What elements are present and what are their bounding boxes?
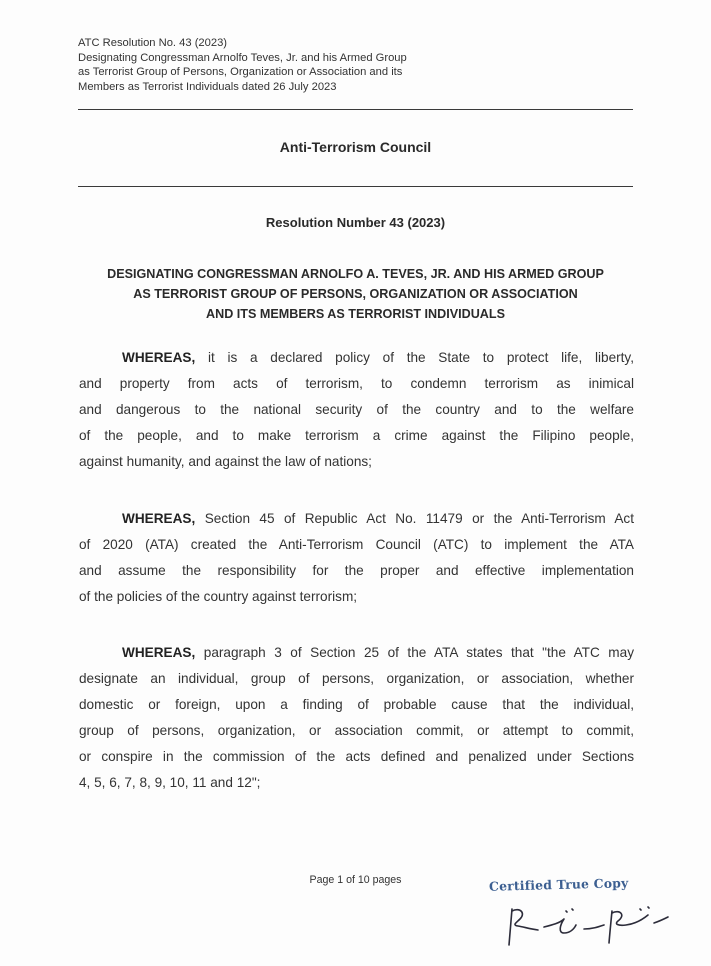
title-line: AND ITS MEMBERS AS TERRORIST INDIVIDUALS	[206, 307, 505, 321]
paragraph-line	[79, 640, 634, 666]
running-header	[78, 36, 598, 94]
paragraph-line: or conspire in the commission of the acts defined and penalized under Sections	[79, 749, 634, 764]
header-divider-top	[78, 109, 633, 110]
paragraph-text: paragraph 3 of Section 25 of the ATA states that "the ATC may	[203, 645, 634, 660]
page-number: Page 1 of 10 pages	[309, 874, 402, 886]
paragraph-line: of the policies of the country against terrorism;	[79, 589, 358, 604]
paragraph-line: of the people, and to make terrorism a crime against the Filipino people,	[79, 428, 634, 443]
paragraph-text: Section 45 of Republic Act No. 11479 or the Anti-Terrorism Act	[204, 511, 635, 526]
whereas-lead: WHEREAS,	[122, 350, 196, 365]
paragraph-line: of 2020 (ATA) created the Anti-Terrorism Council (ATC) to implement the ATA	[79, 537, 634, 552]
certified-true-copy-stamp: Certified True Copy	[488, 875, 629, 894]
council-name: Anti-Terrorism Council	[279, 139, 432, 155]
paragraph-line	[79, 506, 634, 532]
paragraph-line: and property from acts of terrorism, to condemn terrorism as inimical	[79, 376, 634, 391]
whereas-lead: WHEREAS,	[122, 645, 196, 660]
paragraph-line: domestic or foreign, upon a finding of probable cause that the individual,	[79, 697, 634, 712]
paragraph-line: and assume the responsibility for the proper and effective implementation	[79, 563, 634, 578]
paragraph-line: group of persons, organization, or association commit, or attempt to commit,	[79, 723, 634, 738]
whereas-paragraph-2	[79, 506, 634, 610]
header-line: Designating Congressman Arnolfo Teves, Jr. and his Armed Group	[78, 51, 407, 64]
title-line: AS TERRORIST GROUP OF PERSONS, ORGANIZATION OR ASSOCIATION	[133, 287, 578, 301]
resolution-number: Resolution Number 43 (2023)	[265, 215, 446, 230]
header-line: Members as Terrorist Individuals dated 26 July 2023	[78, 80, 337, 93]
paragraph-text: it is a declared policy of the State to protect life, liberty,	[207, 350, 634, 365]
header-divider-bottom	[78, 186, 633, 187]
whereas-lead: WHEREAS,	[122, 511, 196, 526]
paragraph-line: and dangerous to the national security of the country and to the welfare	[79, 402, 634, 417]
header-line: ATC Resolution No. 43 (2023)	[78, 37, 228, 49]
title-line: DESIGNATING CONGRESSMAN ARNOLFO A. TEVES, JR. AND HIS ARMED GROUP	[107, 267, 604, 281]
resolution-title	[70, 264, 641, 324]
paragraph-line: designate an individual, group of persons, organization, or association, whether	[79, 671, 634, 686]
whereas-paragraph-3	[79, 640, 634, 796]
paragraph-line: 4, 5, 6, 7, 8, 9, 10, 11 and 12";	[79, 775, 261, 790]
header-line: as Terrorist Group of Persons, Organization or Association and its	[78, 66, 403, 79]
paragraph-line	[79, 345, 634, 371]
whereas-paragraph-1	[79, 345, 634, 475]
signature-image	[500, 903, 675, 949]
paragraph-line: against humanity, and against the law of nations;	[79, 454, 372, 469]
